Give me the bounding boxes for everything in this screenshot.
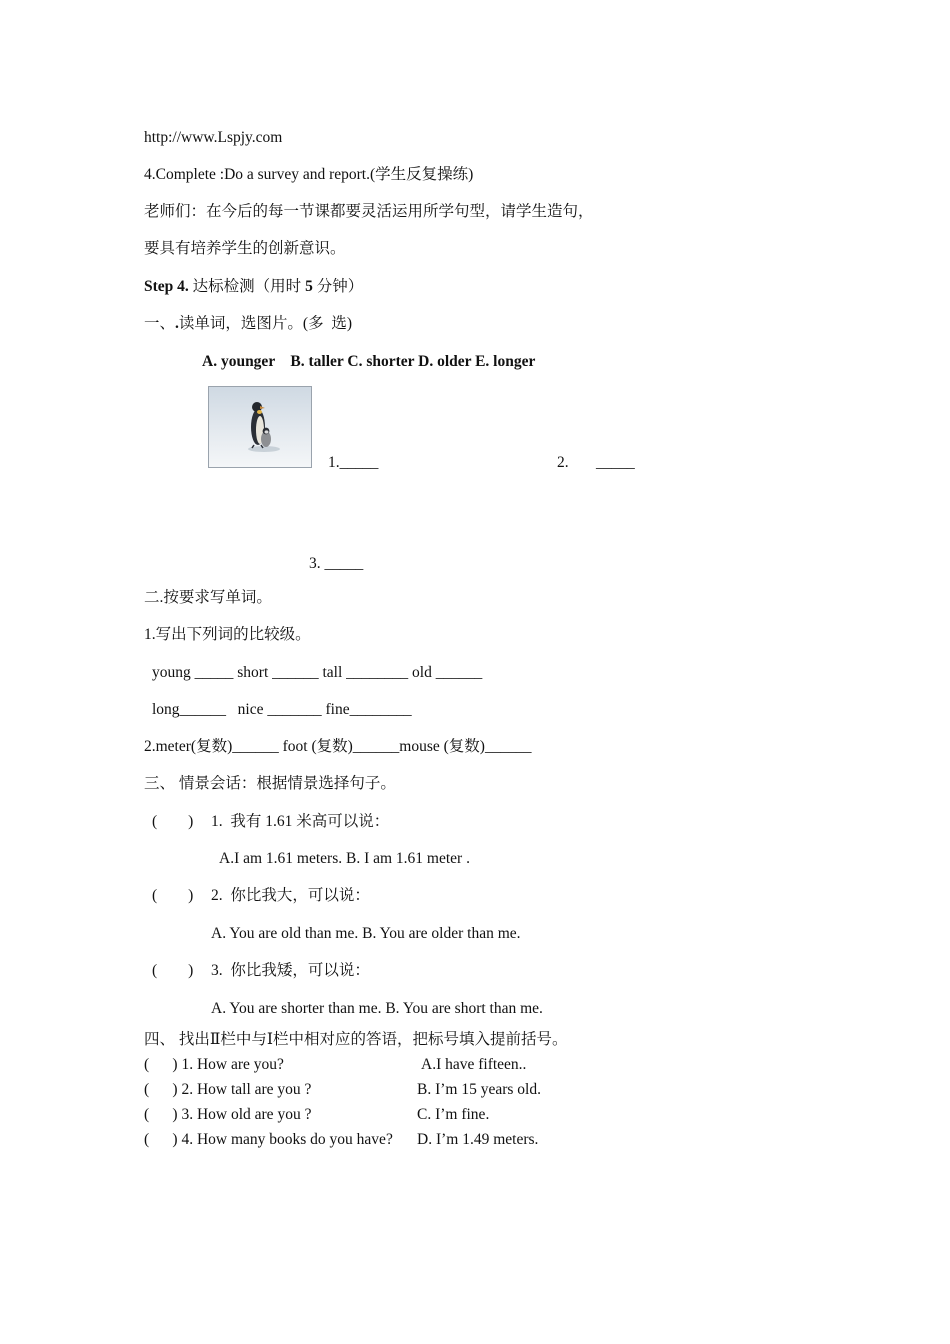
blank-1: 1._____ <box>328 454 379 471</box>
section1-title-pre: 一、 <box>144 315 176 332</box>
section1-title-paren: (多 选) <box>302 315 352 332</box>
dialogue-paren-3: ( ) <box>152 962 194 979</box>
step4-text: 达标检测（用时 <box>192 278 306 295</box>
step4-unit: 分钟） <box>312 278 364 295</box>
match-left-4: ( ) 4. How many books do you have? <box>144 1131 393 1148</box>
section2-title: 二.按要求写单词。 <box>144 589 272 606</box>
penguin-icon <box>209 387 311 467</box>
dialogue-question-1: 1. 我有 1.61 米高可以说： <box>211 813 390 830</box>
intro-line-1: 4.Complete :Do a survey and report.(学生反复操练) <box>144 166 474 183</box>
word-options: A. younger B. taller C. shorter D. older E. longer <box>202 353 536 370</box>
match-left-1: ( ) 1. How are you? <box>144 1056 284 1073</box>
section4-title: 四、 找出Ⅱ栏中与Ⅰ栏中相对应的答语，把标号填入提前括号。 <box>144 1031 568 1048</box>
dialogue-answer-2: A. You are old than me. B. You are older than me. <box>211 925 521 942</box>
plural-row: 2.meter(复数)______ foot (复数)______mouse (复数)______ <box>144 738 532 755</box>
intro-line-2: 老师们：在今后的每一节课都要灵活运用所学句型，请学生造句， <box>144 203 594 220</box>
match-right-1: A.I have fifteen.. <box>421 1056 527 1073</box>
match-right-4: D. I’m 1.49 meters. <box>417 1131 539 1148</box>
step4-minutes: 5 <box>305 278 313 295</box>
section1-title-text: 读单词，选图片。 <box>178 315 303 332</box>
match-right-3: C. I’m fine. <box>417 1106 490 1123</box>
blank-3: 3. _____ <box>309 555 364 572</box>
dialogue-question-3: 3. 你比我矮，可以说： <box>211 962 370 979</box>
dialogue-answer-1: A.I am 1.61 meters. B. I am 1.61 meter . <box>219 850 470 867</box>
step4-heading <box>144 277 363 297</box>
section1-title-mark: . <box>175 315 179 332</box>
dialogue-answer-3: A. You are shorter than me. B. You are short than me. <box>211 1000 543 1017</box>
match-left-3: ( ) 3. How old are you ? <box>144 1106 312 1123</box>
section2-q1-title: 1.写出下列词的比较级。 <box>144 626 311 643</box>
dialogue-paren-1: ( ) <box>152 813 194 830</box>
dialogue-question-2: 2. 你比我大，可以说： <box>211 887 370 904</box>
blank-2-number: 2. <box>557 454 569 471</box>
section3-title: 三、 情景会话：根据情景选择句子。 <box>144 775 396 792</box>
section1-title <box>144 314 352 334</box>
comparative-row-2: long______ nice _______ fine________ <box>152 701 412 718</box>
penguin-photo <box>208 386 312 468</box>
step4-label: Step 4. <box>144 278 189 295</box>
blank-2: _____ <box>596 454 635 471</box>
dialogue-paren-2: ( ) <box>152 887 194 904</box>
source-url: http://www.Lspjy.com <box>144 129 283 146</box>
match-left-2: ( ) 2. How tall are you ? <box>144 1081 312 1098</box>
match-right-2: B. I’m 15 years old. <box>417 1081 541 1098</box>
intro-line-3: 要具有培养学生的创新意识。 <box>144 240 346 257</box>
comparative-row-1: young _____ short ______ tall ________ old ______ <box>152 664 483 681</box>
